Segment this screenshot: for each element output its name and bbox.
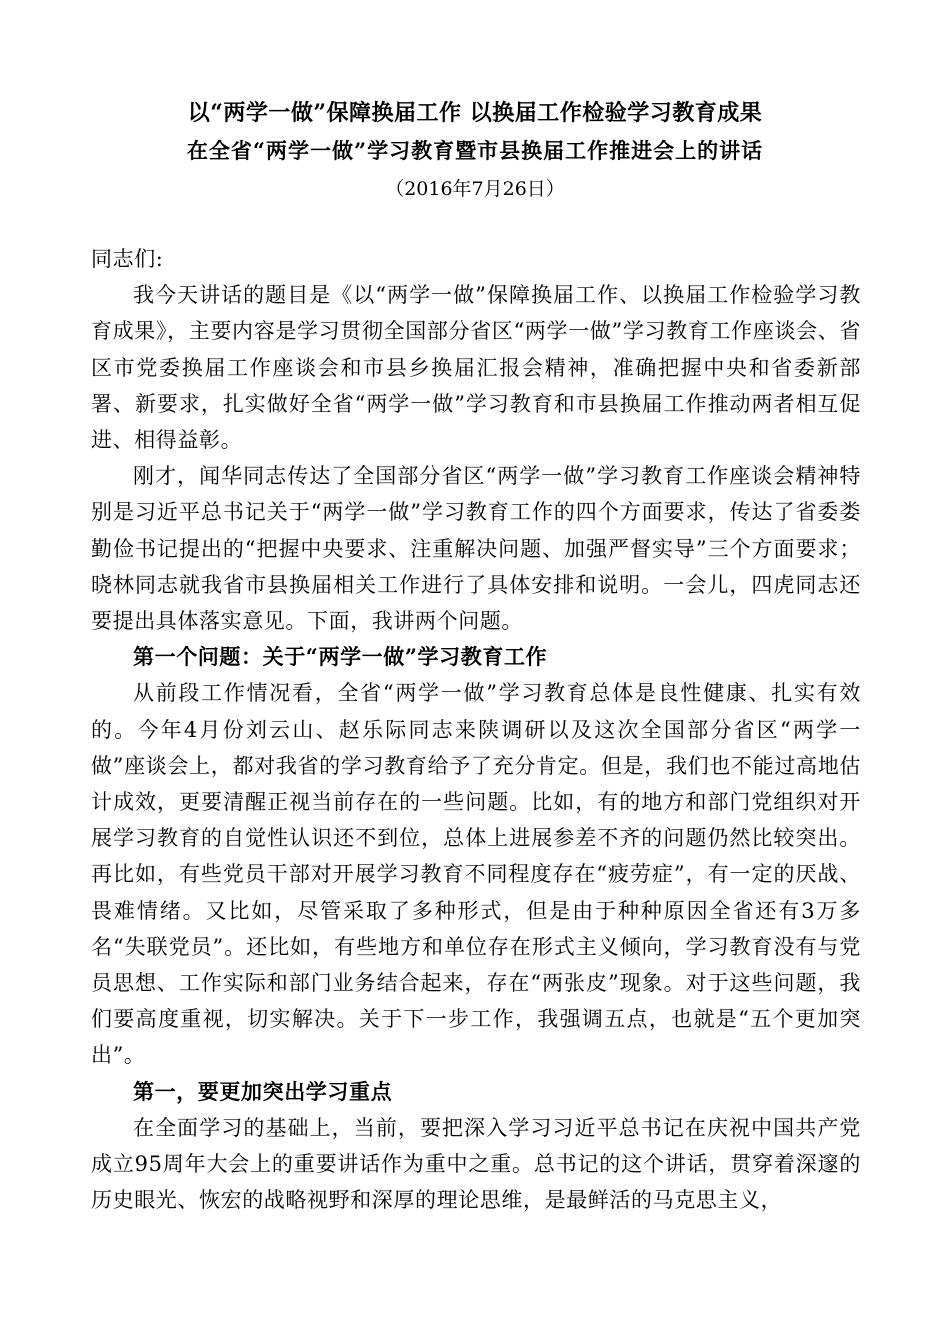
document-subtitle: 在全省“两学一做”学习教育暨市县换届工作推进会上的讲话	[186, 138, 764, 163]
document-date: （2016年7月26日）	[385, 178, 565, 200]
paragraph-context: 刚才，闻华同志传达了全国部分省区“两学一做”学习教育工作座谈会精神特别是习近平总书记关于“两学一做”学习教育工作的四个方面要求，传达了省委娄勤俭书记提出的“把握中央要求、注重解决问题、加强严督实导”三个方面要求；晓林同志就我省市县换届相关工作进行了具体安排和说明。一会儿，四虎同志还要提出具体落实意见。下面，我讲两个问题。	[91, 464, 861, 634]
paragraph-learning-focus: 在全面学习的基础上，当前，要把深入学习习近平总书记在庆祝中国共产党成立95周年大会上的重要讲话作为重中之重。总书记的这个讲话，贯穿着深邃的历史眼光、恢宏的战略视野和深厚的理论思维，是最鲜活的马克思主义，	[91, 1115, 861, 1213]
subsection-heading-learning-focus: 第一，要更加突出学习重点	[133, 1078, 393, 1104]
paragraph-intro: 我今天讲话的题目是《以“两学一做”保障换届工作、以换届工作检验学习教育成果》，主要内容是学习贯彻全国部分省区“两学一做”学习教育工作座谈会、省区市党委换届工作座谈会和市县乡换届汇报会精神，准确把握中央和省委新部署、新要求，扎实做好全省“两学一做”学习教育和市县换届工作推动两者相互促进、相得益彰。	[91, 283, 861, 453]
section-heading-first-issue: 第一个问题：关于“两学一做”学习教育工作	[133, 644, 548, 670]
document-body	[91, 241, 861, 1218]
paragraph-assessment: 从前段工作情况看，全省“两学一做”学习教育总体是良性健康、扎实有效的。今年4月份刘云山、赵乐际同志来陕调研以及这次全国部分省区“两学一做”座谈会上，都对我省的学习教育给予了充分肯定。但是，我们也不能过高地估计成效，更要清醒正视当前存在的一些问题。比如，有的地方和部门党组织对开展学习教育的自觉性认识还不到位，总体上进展参差不齐的问题仍然比较突出。再比如，有些党员干部对开展学习教育不同程度存在“疲劳症”，有一定的厌战、畏难情绪。又比如，尽管采取了多种形式，但是由于种种原因全省还有3万多名“失联党员”。还比如，有些地方和单位存在形式主义倾向，学习教育没有与党员思想、工作实际和部门业务结合起来，存在“两张皮”现象。对于这些问题，我们要高度重视，切实解决。关于下一步工作，我强调五点，也就是“五个更加突出”。	[91, 681, 861, 1068]
document-title: 以“两学一做”保障换届工作 以换届工作检验学习教育成果	[187, 100, 763, 126]
salutation: 同志们:	[91, 247, 164, 271]
